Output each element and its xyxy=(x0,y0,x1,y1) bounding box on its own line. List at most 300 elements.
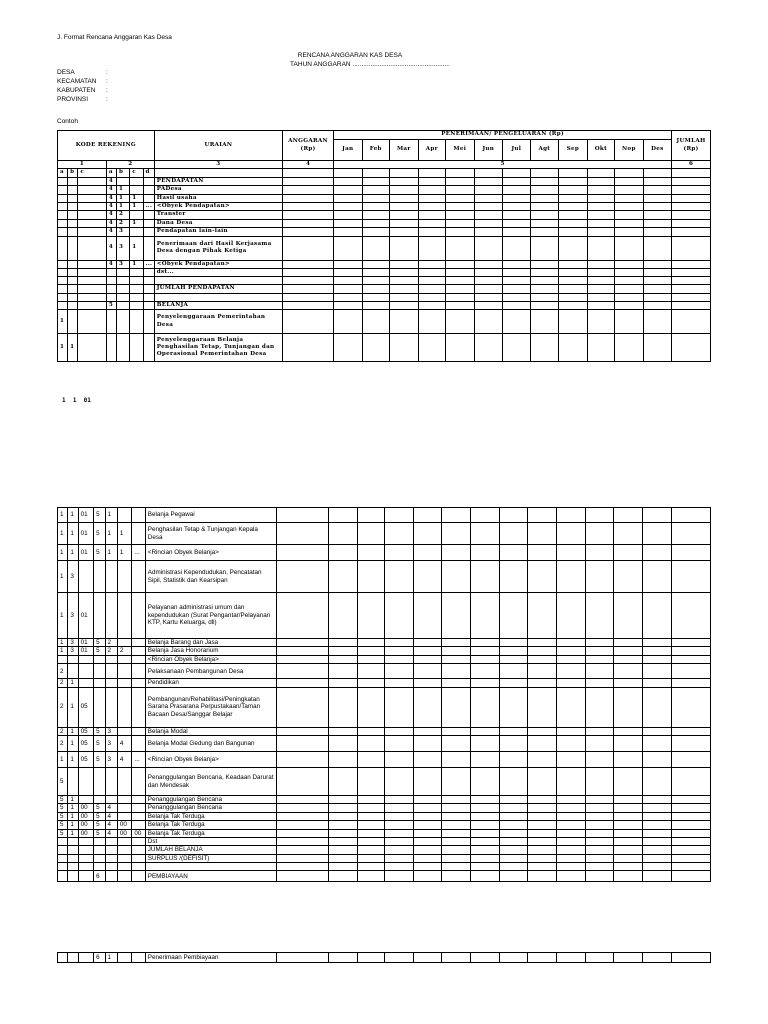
amount-cell xyxy=(671,846,710,854)
month-header: Jul xyxy=(503,140,531,161)
amount-cell xyxy=(503,301,531,309)
code-cell xyxy=(105,679,117,687)
code-cell xyxy=(117,796,131,804)
table-row xyxy=(58,301,711,309)
table-row xyxy=(58,821,711,829)
amount-cell xyxy=(283,293,334,301)
amount-cell xyxy=(613,804,642,812)
amount-cell xyxy=(414,863,442,871)
amount-cell xyxy=(283,194,334,202)
amount-cell xyxy=(528,863,557,871)
code-cell xyxy=(132,523,145,545)
amount-cell xyxy=(528,953,557,963)
amount-cell xyxy=(528,523,557,545)
amount-cell xyxy=(385,545,414,561)
amount-cell xyxy=(390,236,419,260)
amount-cell xyxy=(500,953,528,963)
amount-cell xyxy=(585,639,613,647)
amount-cell xyxy=(613,768,642,796)
code-cell: 00 xyxy=(78,821,93,829)
amount-cell xyxy=(556,727,585,735)
amount-cell xyxy=(613,953,642,963)
uraian-cell: <Obyek Pendapatan> xyxy=(154,203,282,211)
code-letter: b xyxy=(68,169,78,177)
code-cell: 1 xyxy=(68,727,78,735)
amount-cell xyxy=(328,736,357,752)
amount-cell xyxy=(414,639,442,647)
uraian-cell: PADesa xyxy=(154,186,282,194)
amount-cell xyxy=(385,664,414,679)
amount-cell xyxy=(672,310,711,334)
code-cell: 1 xyxy=(68,508,78,523)
amount-cell xyxy=(276,593,328,639)
code-cell xyxy=(132,647,145,655)
amount-cell xyxy=(471,838,500,846)
amount-cell xyxy=(418,236,446,260)
amount-cell xyxy=(500,854,528,862)
amount-cell xyxy=(283,203,334,211)
amount-cell xyxy=(642,804,671,812)
amount-cell xyxy=(642,854,671,862)
uraian-cell: Penerimaan Pembiayaan xyxy=(145,953,276,963)
code-cell xyxy=(130,310,143,334)
amount-cell xyxy=(585,545,613,561)
amount-cell xyxy=(471,508,500,523)
code-cell xyxy=(132,871,145,882)
code-cell xyxy=(68,301,78,309)
code-cell: 1 xyxy=(68,687,78,727)
empty-cell xyxy=(474,169,503,177)
amount-cell xyxy=(276,863,328,871)
amount-cell xyxy=(642,655,671,663)
col-num-4: 4 xyxy=(283,161,334,169)
amount-cell xyxy=(334,211,363,219)
budget-table-page3 xyxy=(57,952,711,963)
amount-cell xyxy=(390,177,419,185)
code-cell xyxy=(117,177,130,185)
code-cell: 1 xyxy=(68,812,78,820)
amount-cell xyxy=(587,236,615,260)
amount-cell xyxy=(446,177,475,185)
amount-cell xyxy=(276,727,328,735)
code-cell: 5 xyxy=(94,647,105,655)
amount-cell xyxy=(390,211,419,219)
amount-cell xyxy=(671,679,710,687)
amount-cell xyxy=(556,679,585,687)
amount-cell xyxy=(276,655,328,663)
amount-cell xyxy=(613,523,642,545)
code-cell xyxy=(58,655,68,663)
code-cell: 5 xyxy=(94,829,105,837)
code-cell: 1 xyxy=(58,508,68,523)
month-header: Sep xyxy=(559,140,588,161)
amount-cell xyxy=(556,953,585,963)
amount-cell xyxy=(615,219,644,227)
amount-cell xyxy=(503,269,531,277)
uraian-cell xyxy=(154,277,282,285)
amount-cell xyxy=(530,219,559,227)
table-row xyxy=(58,812,711,820)
code-cell xyxy=(78,796,93,804)
amount-cell xyxy=(585,838,613,846)
amount-cell xyxy=(390,228,419,236)
code-cell xyxy=(68,655,78,663)
amount-cell xyxy=(471,664,500,679)
report-heading: RENCANA ANGGARAN KAS DESA xyxy=(297,52,403,59)
amount-cell xyxy=(276,821,328,829)
amount-cell xyxy=(334,277,363,285)
amount-cell xyxy=(585,561,613,593)
amount-cell xyxy=(671,854,710,862)
table-row xyxy=(58,293,711,301)
uraian-cell: Dst xyxy=(145,838,276,846)
amount-cell xyxy=(500,647,528,655)
code-cell: 1 xyxy=(68,752,78,768)
amount-cell xyxy=(642,561,671,593)
uraian-cell: Belanja Barang dan Jasa xyxy=(145,639,276,647)
amount-cell xyxy=(559,334,588,362)
identity-block xyxy=(57,69,108,105)
amount-cell xyxy=(613,679,642,687)
code-cell: 5 xyxy=(94,804,105,812)
amount-cell xyxy=(328,863,357,871)
code-cell xyxy=(94,593,105,639)
amount-cell xyxy=(559,310,588,334)
amount-cell xyxy=(357,821,385,829)
amount-cell xyxy=(671,736,710,752)
code-cell: 4 xyxy=(105,804,117,812)
amount-cell xyxy=(276,545,328,561)
code-cell: 4 xyxy=(117,752,131,768)
amount-cell xyxy=(385,639,414,647)
amount-cell xyxy=(328,854,357,862)
code-cell xyxy=(58,177,68,185)
amount-cell xyxy=(446,211,475,219)
amount-cell xyxy=(671,821,710,829)
code-cell xyxy=(117,301,130,309)
amount-cell xyxy=(587,301,615,309)
amount-cell xyxy=(418,228,446,236)
code-cell xyxy=(132,812,145,820)
amount-cell xyxy=(328,639,357,647)
identity-separator: : xyxy=(106,69,108,76)
amount-cell xyxy=(585,664,613,679)
amount-cell xyxy=(587,293,615,301)
code-cell xyxy=(130,177,143,185)
amount-cell xyxy=(390,285,419,293)
amount-cell xyxy=(276,846,328,854)
code-cell xyxy=(94,846,105,854)
amount-cell xyxy=(530,236,559,260)
amount-cell xyxy=(556,796,585,804)
amount-cell xyxy=(442,687,471,727)
code-cell xyxy=(78,211,107,219)
amount-cell xyxy=(585,804,613,812)
amount-cell xyxy=(642,664,671,679)
table-row xyxy=(58,285,711,293)
code-cell: 1 xyxy=(130,203,143,211)
code-cell xyxy=(68,871,78,882)
amount-cell xyxy=(559,293,588,301)
amount-cell xyxy=(418,334,446,362)
code-cell xyxy=(78,561,93,593)
code-cell: 5 xyxy=(94,812,105,820)
empty-cell xyxy=(390,169,419,177)
amount-cell xyxy=(442,679,471,687)
amount-cell xyxy=(503,285,531,293)
amount-cell xyxy=(357,829,385,837)
amount-cell xyxy=(334,177,363,185)
code-cell xyxy=(132,838,145,846)
empty-cell xyxy=(154,169,282,177)
amount-cell xyxy=(559,301,588,309)
table-row xyxy=(58,228,711,236)
code-cell xyxy=(94,679,105,687)
amount-cell xyxy=(615,203,644,211)
amount-cell xyxy=(334,334,363,362)
amount-cell xyxy=(503,186,531,194)
code-cell xyxy=(78,186,107,194)
amount-cell xyxy=(585,796,613,804)
amount-cell xyxy=(585,593,613,639)
month-header: Jan xyxy=(334,140,363,161)
amount-cell xyxy=(642,863,671,871)
amount-cell xyxy=(390,293,419,301)
amount-cell xyxy=(585,752,613,768)
amount-cell xyxy=(414,523,442,545)
code-cell: 1 xyxy=(58,545,68,561)
amount-cell xyxy=(500,593,528,639)
uraian-cell: Pendapatan lain-lain xyxy=(154,228,282,236)
code-cell xyxy=(130,334,143,362)
amount-cell xyxy=(357,863,385,871)
code-cell: 5 xyxy=(58,821,68,829)
code-cell: 4 xyxy=(106,186,116,194)
code-cell xyxy=(105,854,117,862)
amount-cell xyxy=(442,829,471,837)
code-cell xyxy=(58,277,68,285)
amount-cell xyxy=(390,260,419,268)
amount-cell xyxy=(471,679,500,687)
amount-cell xyxy=(385,508,414,523)
code-cell xyxy=(78,277,107,285)
amount-cell xyxy=(671,523,710,545)
code-cell xyxy=(105,863,117,871)
code-cell xyxy=(105,561,117,593)
amount-cell xyxy=(530,301,559,309)
month-header: Feb xyxy=(362,140,390,161)
amount-cell xyxy=(503,177,531,185)
amount-cell xyxy=(442,854,471,862)
amount-cell xyxy=(414,545,442,561)
amount-cell xyxy=(446,228,475,236)
code-cell xyxy=(105,871,117,882)
amount-cell xyxy=(328,561,357,593)
amount-cell xyxy=(328,687,357,727)
amount-cell xyxy=(500,727,528,735)
amount-cell xyxy=(642,829,671,837)
code-cell: 4 xyxy=(106,203,116,211)
amount-cell xyxy=(328,523,357,545)
code-cell xyxy=(117,664,131,679)
code-cell: 5 xyxy=(94,545,105,561)
amount-cell xyxy=(643,228,672,236)
code-cell xyxy=(78,334,107,362)
amount-cell xyxy=(357,687,385,727)
code-cell xyxy=(106,310,116,334)
table-row xyxy=(58,545,711,561)
amount-cell xyxy=(471,655,500,663)
code-cell xyxy=(68,203,78,211)
amount-cell xyxy=(390,334,419,362)
amount-cell xyxy=(615,211,644,219)
amount-cell xyxy=(328,752,357,768)
amount-cell xyxy=(471,561,500,593)
identity-row xyxy=(57,87,108,96)
budget-table-page2 xyxy=(57,507,711,882)
amount-cell xyxy=(442,871,471,882)
amount-cell xyxy=(362,334,390,362)
code-cell xyxy=(130,269,143,277)
amount-cell xyxy=(418,211,446,219)
amount-cell xyxy=(530,269,559,277)
amount-cell xyxy=(585,523,613,545)
uraian-cell: PEMBIAYAAN xyxy=(145,871,276,882)
amount-cell xyxy=(276,679,328,687)
identity-row xyxy=(57,96,108,105)
code-cell xyxy=(78,838,93,846)
code-cell xyxy=(105,796,117,804)
code-cell: 01 xyxy=(78,639,93,647)
uraian-cell: Penyelenggaraan Belanja Penghasilan Tetap, Tunjangan dan Operasional Pemerintahan Desa xyxy=(154,334,282,362)
amount-cell xyxy=(500,796,528,804)
anggaran-header: ANGGARAN (Rp) xyxy=(283,131,334,161)
code-cell: 2 xyxy=(105,647,117,655)
amount-cell xyxy=(471,647,500,655)
amount-cell xyxy=(334,228,363,236)
amount-cell xyxy=(418,269,446,277)
amount-cell xyxy=(446,186,475,194)
amount-cell xyxy=(672,186,711,194)
amount-cell xyxy=(642,523,671,545)
amount-cell xyxy=(385,679,414,687)
amount-cell xyxy=(585,768,613,796)
amount-cell xyxy=(671,545,710,561)
code-cell xyxy=(132,655,145,663)
code-cell: 00 xyxy=(78,812,93,820)
amount-cell xyxy=(530,177,559,185)
amount-cell xyxy=(474,269,503,277)
amount-cell xyxy=(671,871,710,882)
code-cell xyxy=(68,277,78,285)
amount-cell xyxy=(613,871,642,882)
code-cell: 4 xyxy=(117,736,131,752)
code-cell xyxy=(143,228,154,236)
amount-cell xyxy=(474,177,503,185)
code-cell: 00 xyxy=(132,829,145,837)
table-row xyxy=(58,211,711,219)
code-cell: 2 xyxy=(117,647,131,655)
code-cell: 00 xyxy=(117,821,131,829)
code-cell: 1 xyxy=(105,545,117,561)
amount-cell xyxy=(442,953,471,963)
uraian-header: URAIAN xyxy=(154,131,282,161)
amount-cell xyxy=(442,846,471,854)
amount-cell xyxy=(276,687,328,727)
code-cell: 1 xyxy=(130,194,143,202)
code-cell xyxy=(68,260,78,268)
amount-cell xyxy=(418,219,446,227)
amount-cell xyxy=(672,285,711,293)
amount-cell xyxy=(643,194,672,202)
amount-cell xyxy=(474,228,503,236)
code-cell xyxy=(132,821,145,829)
table-row xyxy=(58,736,711,752)
amount-cell xyxy=(671,647,710,655)
amount-cell xyxy=(615,228,644,236)
code-cell: 00 xyxy=(78,804,93,812)
code-cell xyxy=(105,768,117,796)
page1-footer-code: 1 1 01 xyxy=(62,397,91,404)
amount-cell xyxy=(328,664,357,679)
code-cell xyxy=(117,508,131,523)
amount-cell xyxy=(414,804,442,812)
table-row xyxy=(58,655,711,663)
amount-cell xyxy=(671,687,710,727)
amount-cell xyxy=(500,508,528,523)
code-cell: 5 xyxy=(94,639,105,647)
amount-cell xyxy=(530,310,559,334)
amount-cell xyxy=(474,203,503,211)
code-cell xyxy=(117,269,130,277)
code-cell xyxy=(58,260,68,268)
code-cell: 1 xyxy=(130,260,143,268)
amount-cell xyxy=(615,277,644,285)
code-cell xyxy=(68,838,78,846)
code-cell xyxy=(117,846,131,854)
code-cell: 4 xyxy=(106,211,116,219)
amount-cell xyxy=(357,812,385,820)
amount-cell xyxy=(390,310,419,334)
jumlah-header: JUMLAH (Rp) xyxy=(672,131,711,161)
code-letter: b xyxy=(117,169,130,177)
amount-cell xyxy=(671,639,710,647)
amount-cell xyxy=(613,545,642,561)
code-cell xyxy=(143,186,154,194)
amount-cell xyxy=(643,269,672,277)
code-cell xyxy=(58,854,68,862)
uraian-cell: Belanja Tak Terduga xyxy=(145,829,276,837)
amount-cell xyxy=(556,561,585,593)
code-cell xyxy=(78,310,107,334)
code-letter: a xyxy=(106,169,116,177)
code-cell xyxy=(94,561,105,593)
code-letter: c xyxy=(78,169,107,177)
amount-cell xyxy=(276,639,328,647)
amount-cell xyxy=(328,804,357,812)
amount-cell xyxy=(559,219,588,227)
amount-cell xyxy=(474,277,503,285)
amount-cell xyxy=(528,829,557,837)
code-cell xyxy=(130,293,143,301)
table-row xyxy=(58,768,711,796)
month-header: Des xyxy=(643,140,672,161)
amount-cell xyxy=(474,293,503,301)
amount-cell xyxy=(559,186,588,194)
table-row xyxy=(58,679,711,687)
code-cell: 1 xyxy=(68,523,78,545)
uraian-cell: Penanggulangan Bencana xyxy=(145,804,276,812)
